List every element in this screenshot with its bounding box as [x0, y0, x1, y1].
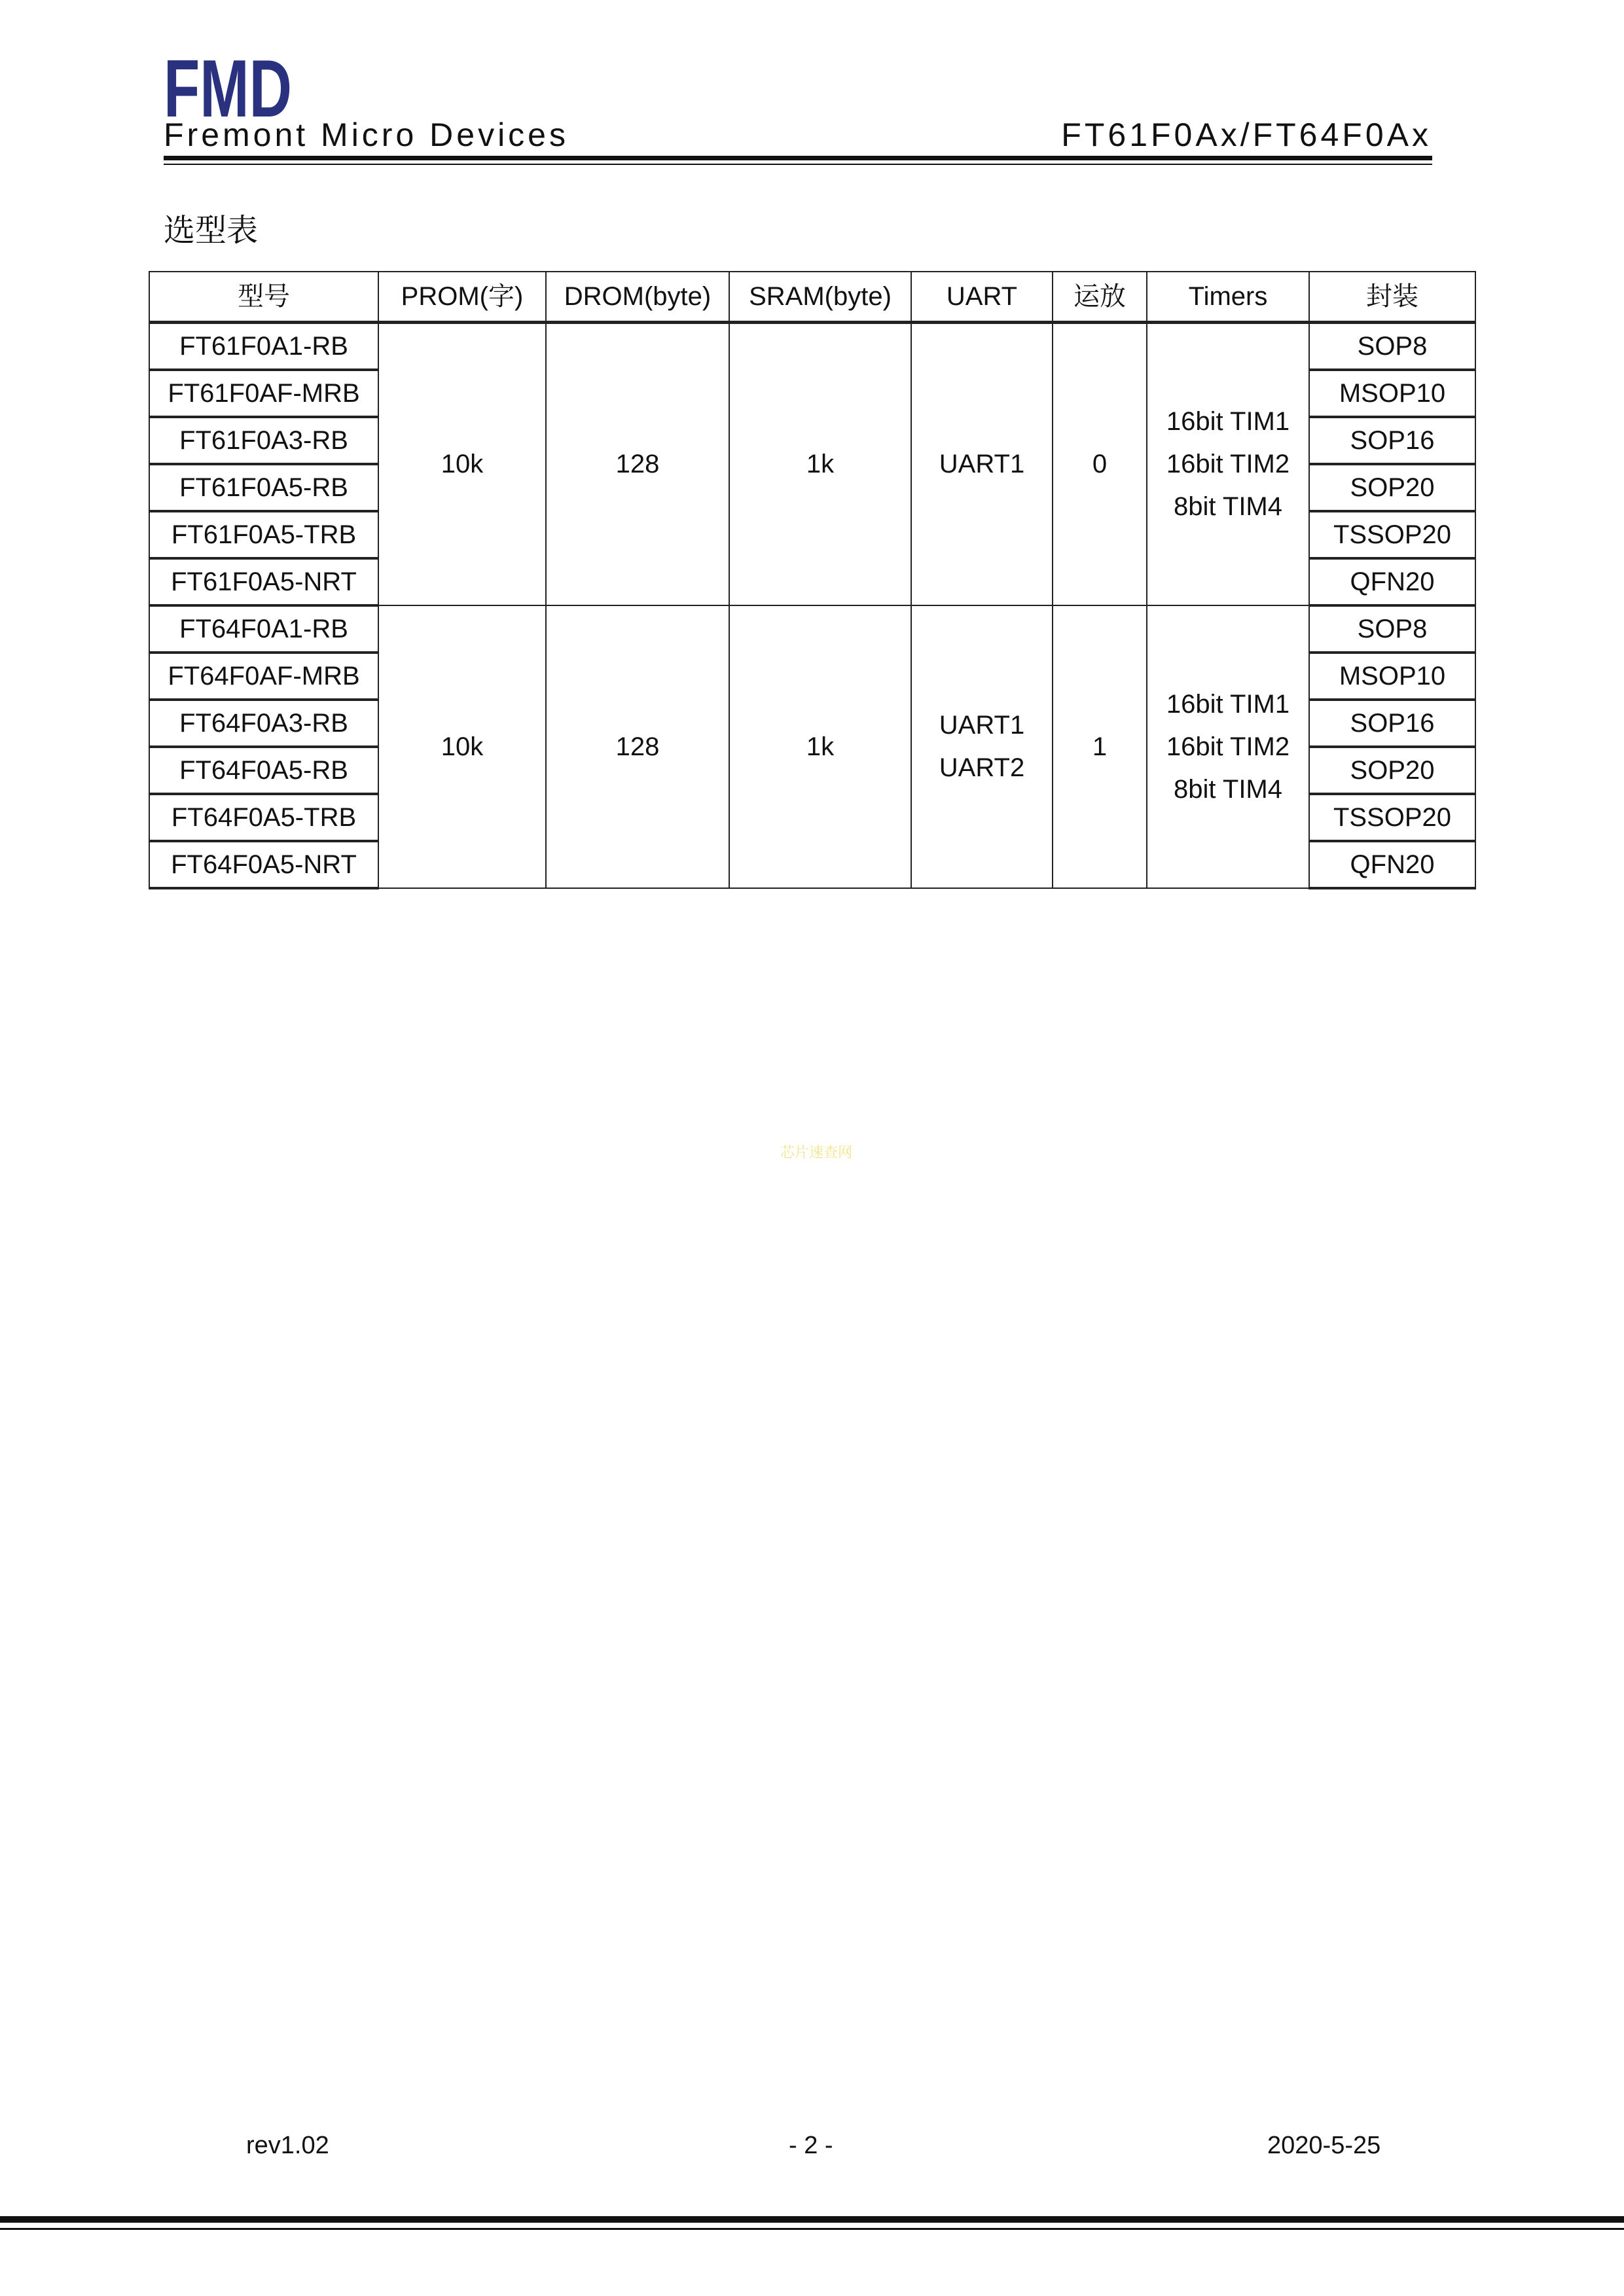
model-cell: FT64F0A5-TRB	[149, 794, 378, 841]
table-row	[149, 323, 1475, 370]
package-cell: TSSOP20	[1309, 794, 1475, 841]
header-model: 型号	[149, 272, 378, 323]
model-cell: FT64F0A5-NRT	[149, 841, 378, 888]
opamp-cell: 0	[1053, 323, 1147, 606]
footer-date: 2020-5-25	[1267, 2132, 1381, 2159]
model-cell: FT64F0AF-MRB	[149, 653, 378, 700]
model-cell: FT64F0A3-RB	[149, 700, 378, 747]
header-sram: SRAM(byte)	[729, 272, 911, 323]
package-cell: SOP20	[1309, 747, 1475, 794]
opamp-cell: 1	[1053, 605, 1147, 888]
logo-text: FMD	[164, 44, 292, 134]
uart-cell	[911, 605, 1053, 888]
drom-cell: 128	[546, 323, 729, 606]
timers-cell	[1147, 323, 1309, 606]
package-cell: MSOP10	[1309, 370, 1475, 417]
timer-line: 16bit TIM2	[1166, 732, 1290, 761]
header-opamp: 运放	[1053, 272, 1147, 323]
company-name: Fremont Micro Devices	[164, 117, 569, 153]
header-uart: UART	[911, 272, 1053, 323]
document-id: FT61F0Ax/FT64F0Ax	[1061, 117, 1432, 153]
package-cell: SOP16	[1309, 417, 1475, 464]
package-cell: TSSOP20	[1309, 511, 1475, 558]
uart-cell	[911, 323, 1053, 606]
header-rule-thin	[164, 164, 1432, 165]
model-cell: FT61F0A3-RB	[149, 417, 378, 464]
model-cell: FT64F0A1-RB	[149, 605, 378, 653]
table-row	[149, 605, 1475, 653]
timers-cell	[1147, 605, 1309, 888]
footer-rule-thick	[0, 2216, 1624, 2223]
package-cell: QFN20	[1309, 558, 1475, 605]
header-drom: DROM(byte)	[546, 272, 729, 323]
selection-table	[149, 271, 1476, 889]
table-header-row	[149, 272, 1475, 323]
footer-page-number: - 2 -	[789, 2132, 833, 2159]
model-cell: FT61F0A5-NRT	[149, 558, 378, 605]
sram-cell: 1k	[729, 605, 911, 888]
package-cell: SOP8	[1309, 323, 1475, 370]
header-rule-thick	[164, 156, 1432, 160]
fmd-logo	[164, 44, 292, 134]
prom-cell: 10k	[378, 323, 546, 606]
package-cell: MSOP10	[1309, 653, 1475, 700]
package-cell: SOP8	[1309, 605, 1475, 653]
timer-line: 8bit TIM4	[1174, 492, 1282, 521]
uart-line: UART1	[939, 711, 1025, 740]
prom-cell: 10k	[378, 605, 546, 888]
header-prom: PROM(字)	[378, 272, 546, 323]
header-timers: Timers	[1147, 272, 1309, 323]
model-cell: FT61F0A1-RB	[149, 323, 378, 370]
uart-line: UART1	[939, 450, 1025, 478]
timer-line: 16bit TIM1	[1166, 407, 1290, 436]
model-cell: FT61F0A5-RB	[149, 464, 378, 511]
timer-line: 16bit TIM1	[1166, 689, 1290, 719]
timer-line: 8bit TIM4	[1174, 774, 1282, 804]
footer-revision: rev1.02	[246, 2132, 329, 2159]
section-title: 选型表	[164, 212, 259, 249]
model-cell: FT61F0A5-TRB	[149, 511, 378, 558]
footer-rule-thin	[0, 2228, 1624, 2230]
header-package: 封装	[1309, 272, 1475, 323]
package-cell: QFN20	[1309, 841, 1475, 888]
timer-line: 16bit TIM2	[1166, 450, 1290, 478]
model-cell: FT64F0A5-RB	[149, 747, 378, 794]
package-cell: SOP16	[1309, 700, 1475, 747]
model-cell: FT61F0AF-MRB	[149, 370, 378, 417]
sram-cell: 1k	[729, 323, 911, 606]
drom-cell: 128	[546, 605, 729, 888]
watermark: 芯片速查网	[780, 1145, 853, 1161]
uart-line: UART2	[939, 753, 1025, 782]
package-cell: SOP20	[1309, 464, 1475, 511]
